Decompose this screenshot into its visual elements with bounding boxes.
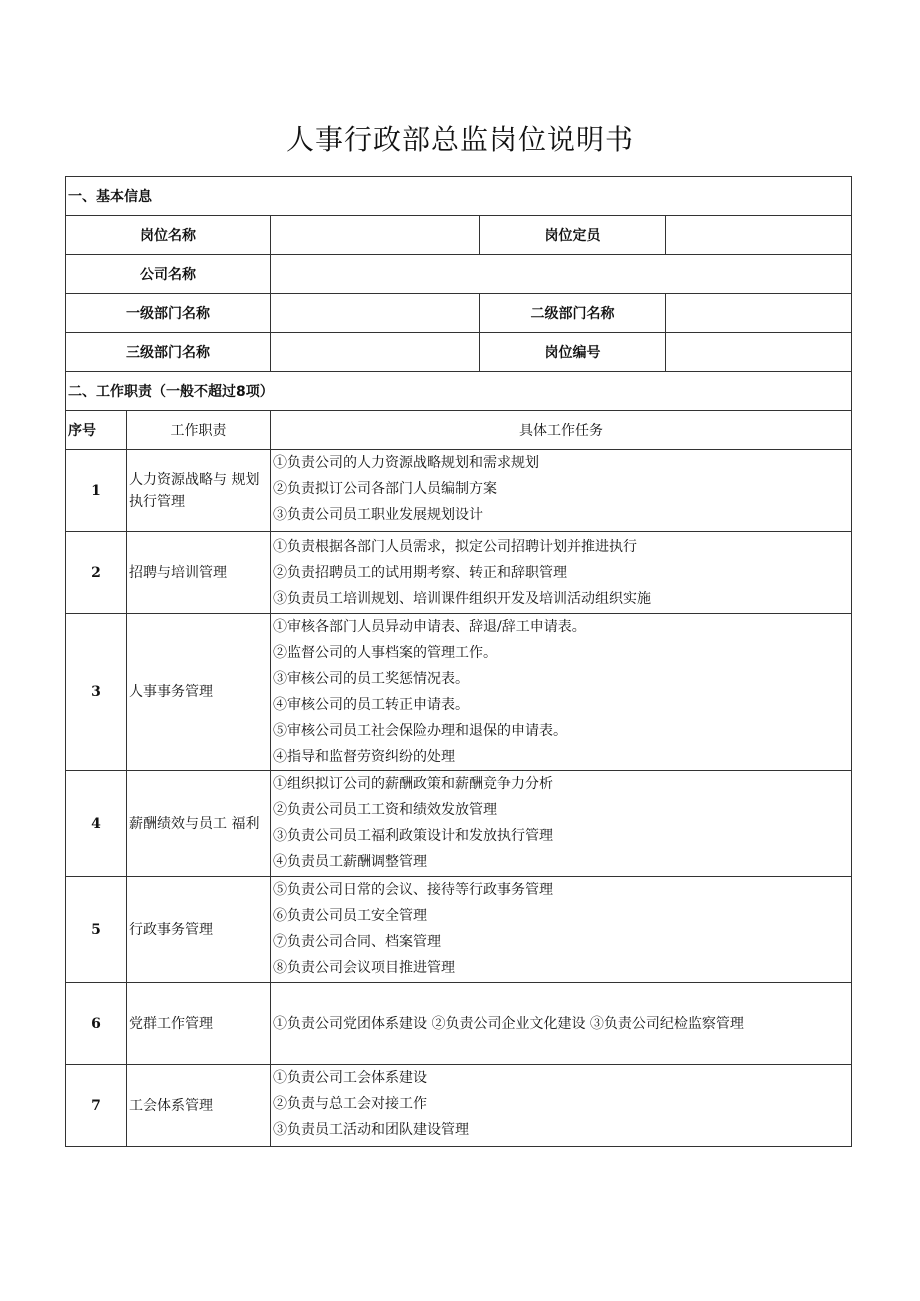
table-row bbox=[66, 877, 852, 983]
task-item: ③审核公司的员工奖惩情况表。 bbox=[273, 671, 469, 687]
task-item: ③负责公司员工职业发展规划设计 bbox=[273, 507, 483, 523]
page-title: 人事行政部总监岗位说明书 bbox=[285, 123, 634, 156]
task-item: ②负责公司员工工资和绩效发放管理 bbox=[273, 802, 497, 818]
table-row bbox=[66, 532, 852, 614]
section-duties: 二、工作职责（一般不超过8项） bbox=[66, 372, 852, 411]
position-code-label: 岗位编号 bbox=[480, 333, 666, 372]
task-list bbox=[271, 450, 852, 532]
task-item: ②监督公司的人事档案的管理工作。 bbox=[273, 645, 497, 661]
task-item: ③负责公司员工福利政策设计和发放执行管理 bbox=[273, 828, 553, 844]
task-item: ④审核公司的员工转正申请表。 bbox=[273, 697, 469, 713]
task-item: ①负责公司的人力资源战略规划和需求规划 bbox=[273, 455, 539, 471]
task-item: ①负责根据各部门人员需求，拟定公司招聘计划并推进执行 bbox=[273, 538, 637, 555]
duty-name: 行政事务管理 bbox=[127, 877, 271, 983]
section-basic-info: 一、基本信息 bbox=[66, 177, 852, 216]
position-name-field[interactable] bbox=[271, 216, 480, 255]
dept2-field[interactable] bbox=[666, 294, 852, 333]
task-list bbox=[271, 983, 852, 1065]
col-header-tasks: 具体工作任务 bbox=[271, 411, 852, 450]
duty-name: 工会体系管理 bbox=[127, 1065, 271, 1147]
table-row bbox=[66, 614, 852, 771]
row-number: 7 bbox=[66, 1065, 127, 1147]
duty-name: 人事事务管理 bbox=[127, 614, 271, 771]
task-list bbox=[271, 771, 852, 877]
task-item: ①审核各部门人员异动申请表、辞退/辞工申请表。 bbox=[273, 619, 586, 635]
dept3-field[interactable] bbox=[271, 333, 480, 372]
company-name-label: 公司名称 bbox=[66, 255, 271, 294]
task-item: ⑧负责公司会议项目推进管理 bbox=[273, 960, 455, 976]
table-row bbox=[66, 1065, 852, 1147]
task-item: ⑤审核公司员工社会保险办理和退保的申请表。 bbox=[273, 723, 567, 739]
task-item: ④指导和监督劳资纠纷的处理 bbox=[273, 749, 455, 765]
dept3-label: 三级部门名称 bbox=[66, 333, 271, 372]
row-number: 1 bbox=[66, 450, 127, 532]
task-list bbox=[271, 532, 852, 614]
table-row bbox=[66, 771, 852, 877]
row-number: 3 bbox=[66, 614, 127, 771]
task-item: ④负责员工薪酬调整管理 bbox=[273, 854, 427, 870]
duty-name: 薪酬绩效与员工 福利 bbox=[127, 771, 271, 877]
task-list bbox=[271, 1065, 852, 1147]
row-number: 5 bbox=[66, 877, 127, 983]
task-item: ②负责与总工会对接工作 bbox=[273, 1096, 427, 1112]
headcount-label: 岗位定员 bbox=[480, 216, 666, 255]
task-item: ⑥负责公司员工安全管理 bbox=[273, 908, 427, 924]
position-code-field[interactable] bbox=[666, 333, 852, 372]
duty-name: 招聘与培训管理 bbox=[127, 532, 271, 614]
dept1-label: 一级部门名称 bbox=[66, 294, 271, 333]
dept1-field[interactable] bbox=[271, 294, 480, 333]
row-number: 2 bbox=[66, 532, 127, 614]
task-item: ③负责员工活动和团队建设管理 bbox=[273, 1122, 469, 1138]
col-header-duty: 工作职责 bbox=[127, 411, 271, 450]
position-name-label: 岗位名称 bbox=[66, 216, 271, 255]
task-item: ①负责公司党团体系建设 ②负责公司企业文化建设 ③负责公司纪检监察管理 bbox=[273, 1015, 744, 1032]
task-item: ③负责员工培训规划、培训课件组织开发及培训活动组织实施 bbox=[273, 590, 651, 607]
task-item: ⑦负责公司合同、档案管理 bbox=[273, 934, 441, 950]
col-header-no: 序号 bbox=[66, 411, 127, 450]
dept2-label: 二级部门名称 bbox=[480, 294, 666, 333]
headcount-field[interactable] bbox=[666, 216, 852, 255]
company-name-field[interactable] bbox=[271, 255, 852, 294]
duty-name: 人力资源战略与 规划执行管理 bbox=[127, 450, 271, 532]
task-list bbox=[271, 614, 852, 771]
table-row bbox=[66, 450, 852, 532]
task-item: ①负责公司工会体系建设 bbox=[273, 1070, 427, 1086]
duty-name: 党群工作管理 bbox=[127, 983, 271, 1065]
task-item: ⑤负责公司日常的会议、接待等行政事务管理 bbox=[273, 882, 553, 898]
task-item: ①组织拟订公司的薪酬政策和薪酬竞争力分析 bbox=[273, 776, 553, 792]
job-description-table bbox=[65, 176, 852, 1147]
task-list bbox=[271, 877, 852, 983]
row-number: 4 bbox=[66, 771, 127, 877]
table-row bbox=[66, 983, 852, 1065]
row-number: 6 bbox=[66, 983, 127, 1065]
task-item: ②负责招聘员工的试用期考察、转正和辞职管理 bbox=[273, 564, 567, 581]
task-item: ②负责拟订公司各部门人员编制方案 bbox=[273, 481, 497, 497]
